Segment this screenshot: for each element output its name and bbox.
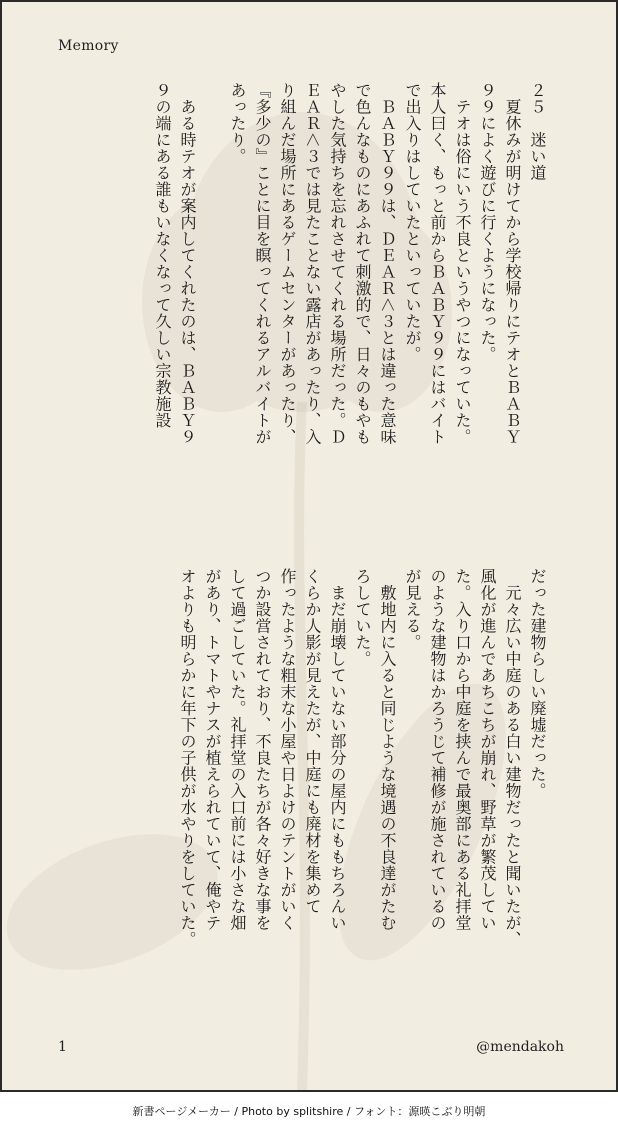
- text-line: 作ったような粗末な小屋や日よけのテントがいく: [278, 568, 297, 931]
- text-line: ９の端にある誰もいなくなって久しい宗教施設: [153, 82, 172, 429]
- text-line: 敷地内に入ると同じような境遇の不良達がたむ: [378, 568, 397, 931]
- text-line: くらか人影が見えたが、中庭にも廃材を集めて: [303, 568, 322, 915]
- text-line: 本人曰く、もっと前からＢＡＢＹ９９にはバイト: [428, 82, 447, 445]
- text-line: のような建物はかろうじて補修が施されているの: [428, 568, 447, 931]
- text-line: テオは俗にいう不良というやつになっていた。: [453, 82, 472, 445]
- text-line: して過ごしていた。礼拝堂の入口前には小さな畑: [228, 568, 247, 931]
- text-line: [200, 82, 225, 532]
- text-line: 『多少の』ことに目を瞑ってくれるアルバイトが: [253, 82, 272, 445]
- header-title: Memory: [58, 38, 119, 54]
- text-line: ある時テオが案内してくれたのは、ＢＡＢＹ９: [178, 82, 197, 445]
- author-handle: @mendakoh: [476, 1039, 564, 1055]
- text-line: ろしていた。: [353, 568, 372, 667]
- text-line: ９９によく遊びに行くようになった。: [478, 82, 497, 363]
- text-line: 元々広い中庭のある白い建物だったと聞いたが、: [503, 568, 522, 948]
- top-text-block: [50, 82, 550, 532]
- text-line: 夏休みが明けてから学校帰りにテオとＢＡＢＹ: [503, 82, 522, 445]
- text-line: ２５ 迷い道: [528, 82, 547, 181]
- text-line: やした気持ちを忘れさせてくれる場所だった。Ｄ: [328, 82, 347, 445]
- text-line: オよりも明らかに年下の子供が水やりをしていた。: [178, 568, 197, 948]
- credit-line: 新書ページメーカー / Photo by splitshire / フォント：源暎こぶり明朝: [132, 1105, 486, 1118]
- text-line: ＢＡＢＹ９９は、ＤＥＡＲ＜３とは違った意味: [378, 82, 397, 446]
- text-line: あったり。: [228, 82, 247, 165]
- bottom-text-block: [50, 568, 550, 1018]
- text-line: まだ崩壊していない部分の屋内にももちろんい: [328, 568, 347, 931]
- text-line: で出入りはしていたといっていたが。: [403, 82, 422, 363]
- text-line: があり、トマトやナスが植えられていて、俺やテ: [203, 568, 222, 931]
- text-line: つか設営されており、不良たちが各々好きな事を: [253, 568, 272, 931]
- page-number: 1: [58, 1039, 67, 1055]
- text-line: だった建物らしい廃墟だった。: [528, 568, 547, 799]
- text-line: ＥＡＲ＜３では見たことない露店があったり、入: [303, 82, 322, 446]
- text-line: が見える。: [403, 568, 422, 651]
- text-line: り組んだ場所にあるゲームセンターがあったり、: [278, 82, 297, 445]
- text-line: で色んなものにあふれて刺激的で、日々のもやも: [353, 82, 372, 445]
- text-line: 風化が進んであちこちが崩れ、野草が繁茂してい: [478, 568, 497, 931]
- text-line: た。入り口から中庭を挟んで最奥部にある礼拝堂: [453, 568, 472, 931]
